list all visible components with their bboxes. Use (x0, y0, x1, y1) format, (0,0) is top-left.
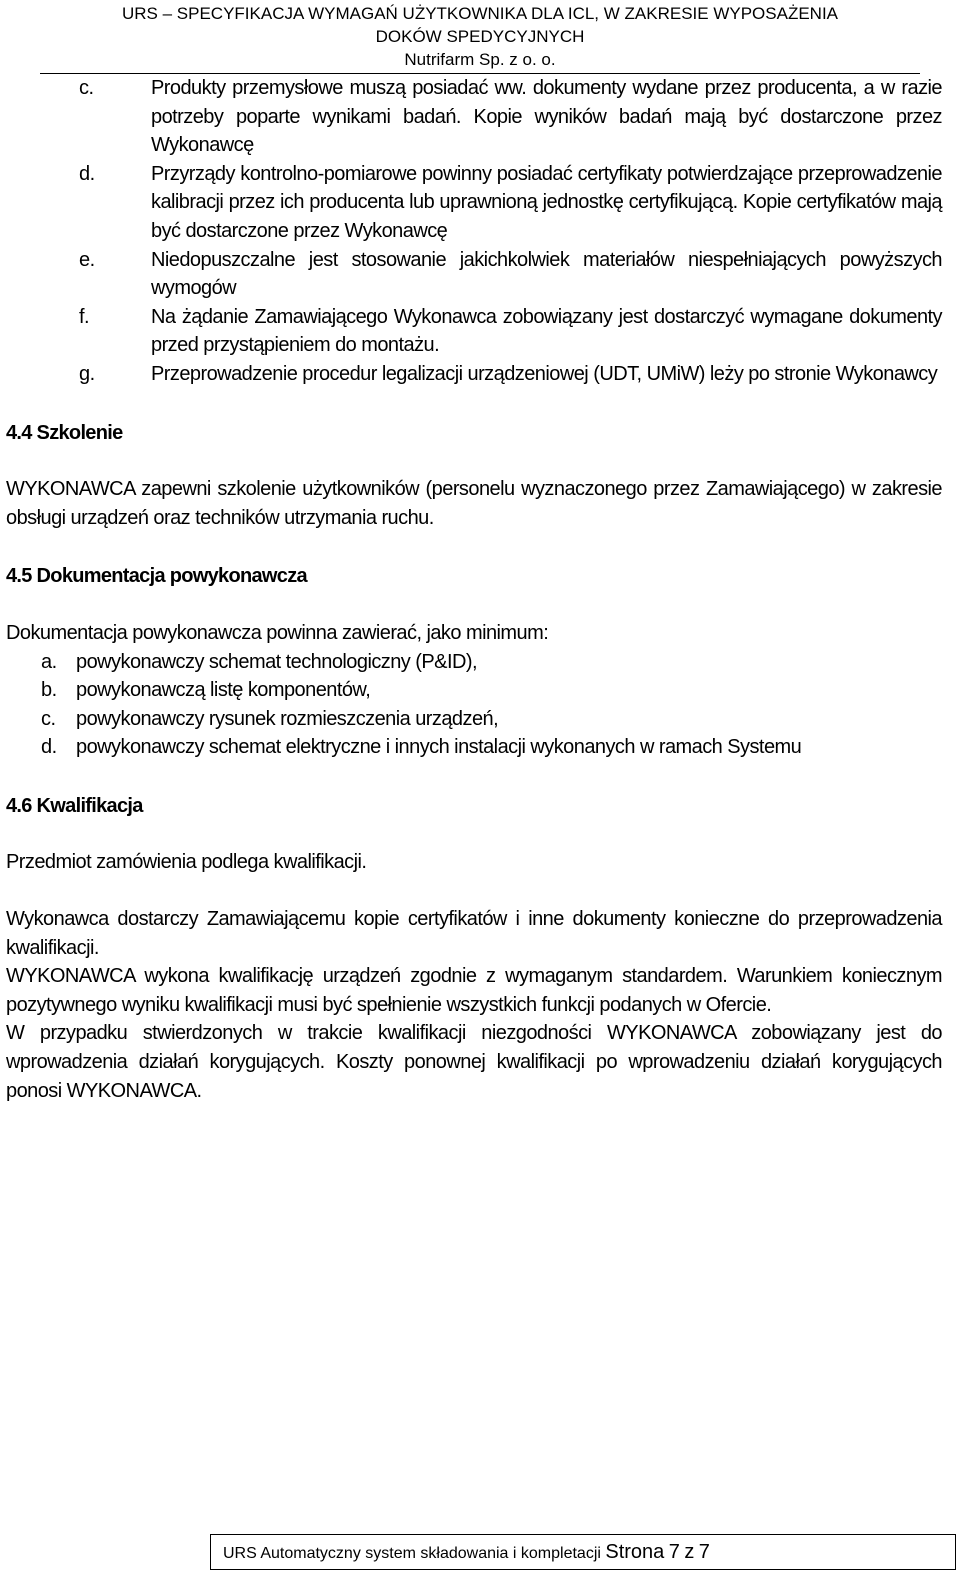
list-marker: f. (79, 305, 90, 328)
list-marker: a. (41, 650, 57, 673)
list-item (79, 303, 942, 360)
list-item (6, 648, 942, 677)
list-marker: e. (79, 248, 95, 271)
section-intro: Dokumentacja powykonawcza powinna zawierać, jako minimum: (6, 621, 549, 644)
section-paragraph: WYKONAWCA zapewni szkolenie użytkowników (personelu wyznaczonego przez Zamawiającego) w zakresie obsługi urządzeń oraz techników utrzymania ruchu. (6, 478, 942, 529)
list-marker: g. (79, 362, 95, 385)
footer-page-sep: z (684, 1541, 695, 1563)
list-item-text: Niedopuszczalne jest stosowanie jakichkolwiek materiałów niespełniających powyższych wymogów (151, 248, 942, 300)
list-item (6, 705, 942, 734)
list-item-text: powykonawczy schemat elektryczne i innych instalacji wykonanych w ramach Systemu (76, 736, 802, 759)
list-marker: c. (41, 707, 56, 730)
page-header (0, 2, 960, 71)
list-item (79, 360, 942, 389)
requirements-list (6, 74, 942, 389)
list-item-text: powykonawczy rysunek rozmieszczenia urządzeń, (76, 707, 499, 730)
section-paragraph: W przypadku stwierdzonych w trakcie kwalifikacji niezgodności WYKONAWCA zobowiązany jest do wprowadzenia działań korygujących. Koszty ponownej kwalifikacji po wprowadzeniu działań korygujących ponosi WYKONAWCA. (6, 1022, 942, 1102)
list-item (79, 160, 942, 246)
footer-page-total: 7 (698, 1541, 710, 1563)
list-item-text: powykonawczą listę komponentów, (76, 679, 371, 702)
section-paragraph: WYKONAWCA wykona kwalifikację urządzeń zgodnie z wymaganym standardem. Warunkiem koniecznym pozytywnego wyniku kwalifikacji musi być spełnienie wszystkich funkcji podanych w Ofercie. (6, 965, 942, 1016)
list-marker: b. (41, 679, 57, 702)
section-title-szkolenie: 4.4 Szkolenie (6, 421, 123, 444)
documentation-list (6, 648, 942, 762)
header-title-line-2: DOKÓW SPEDYCYJNYCH (375, 27, 585, 46)
header-company: Nutrifarm Sp. z o. o. (404, 50, 556, 69)
list-marker: d. (79, 162, 95, 185)
footer-doc-name: URS Automatyczny system składowania i kompletacji (223, 1545, 601, 1562)
section-paragraph: Przedmiot zamówienia podlega kwalifikacji. (6, 851, 367, 874)
footer-page-current: 7 (668, 1541, 680, 1563)
list-item (79, 74, 942, 160)
page-footer (210, 1534, 956, 1570)
footer-page-word: Strona (605, 1541, 665, 1563)
list-item-text: Produkty przemysłowe muszą posiadać ww. dokumenty wydane przez producenta, a w razie potrzeby poparte wynikami badań. Kopie wyników badań mają być dostarczone przez Wykonawcę (151, 77, 942, 157)
section-title-kwalifikacja: 4.6 Kwalifikacja (6, 794, 143, 817)
list-item (6, 733, 942, 762)
list-marker: d. (41, 736, 57, 759)
section-title-dokumentacja: 4.5 Dokumentacja powykonawcza (6, 565, 307, 588)
header-title-line-1: URS – SPECYFIKACJA WYMAGAŃ UŻYTKOWNIKA DLA ICL, W ZAKRESIE WYPOSAŻENIA (121, 4, 839, 23)
list-item-text: powykonawczy schemat technologiczny (P&ID), (76, 650, 477, 673)
list-item-text: Przyrządy kontrolno-pomiarowe powinny posiadać certyfikaty potwierdzające przeprowadzenie kalibracji przez ich producenta lub uprawnioną jednostkę certyfikującą. Kopie certyfikatów mają być dostarczone przez Wykonawcę (151, 162, 942, 242)
list-item-text: Na żądanie Zamawiającego Wykonawca zobowiązany jest dostarczyć wymagane dokumenty przed przystąpieniem do montażu. (151, 305, 942, 357)
list-item-text: Przeprowadzenie procedur legalizacji urządzeniowej (UDT, UMiW) leży po stronie Wykonawcy (151, 362, 938, 385)
list-item (79, 246, 942, 303)
section-paragraph: Wykonawca dostarczy Zamawiającemu kopie certyfikatów i inne dokumenty konieczne do przeprowadzenia kwalifikacji. (6, 908, 942, 959)
list-item (6, 676, 942, 705)
list-marker: c. (79, 77, 94, 99)
document-body (6, 74, 942, 1105)
